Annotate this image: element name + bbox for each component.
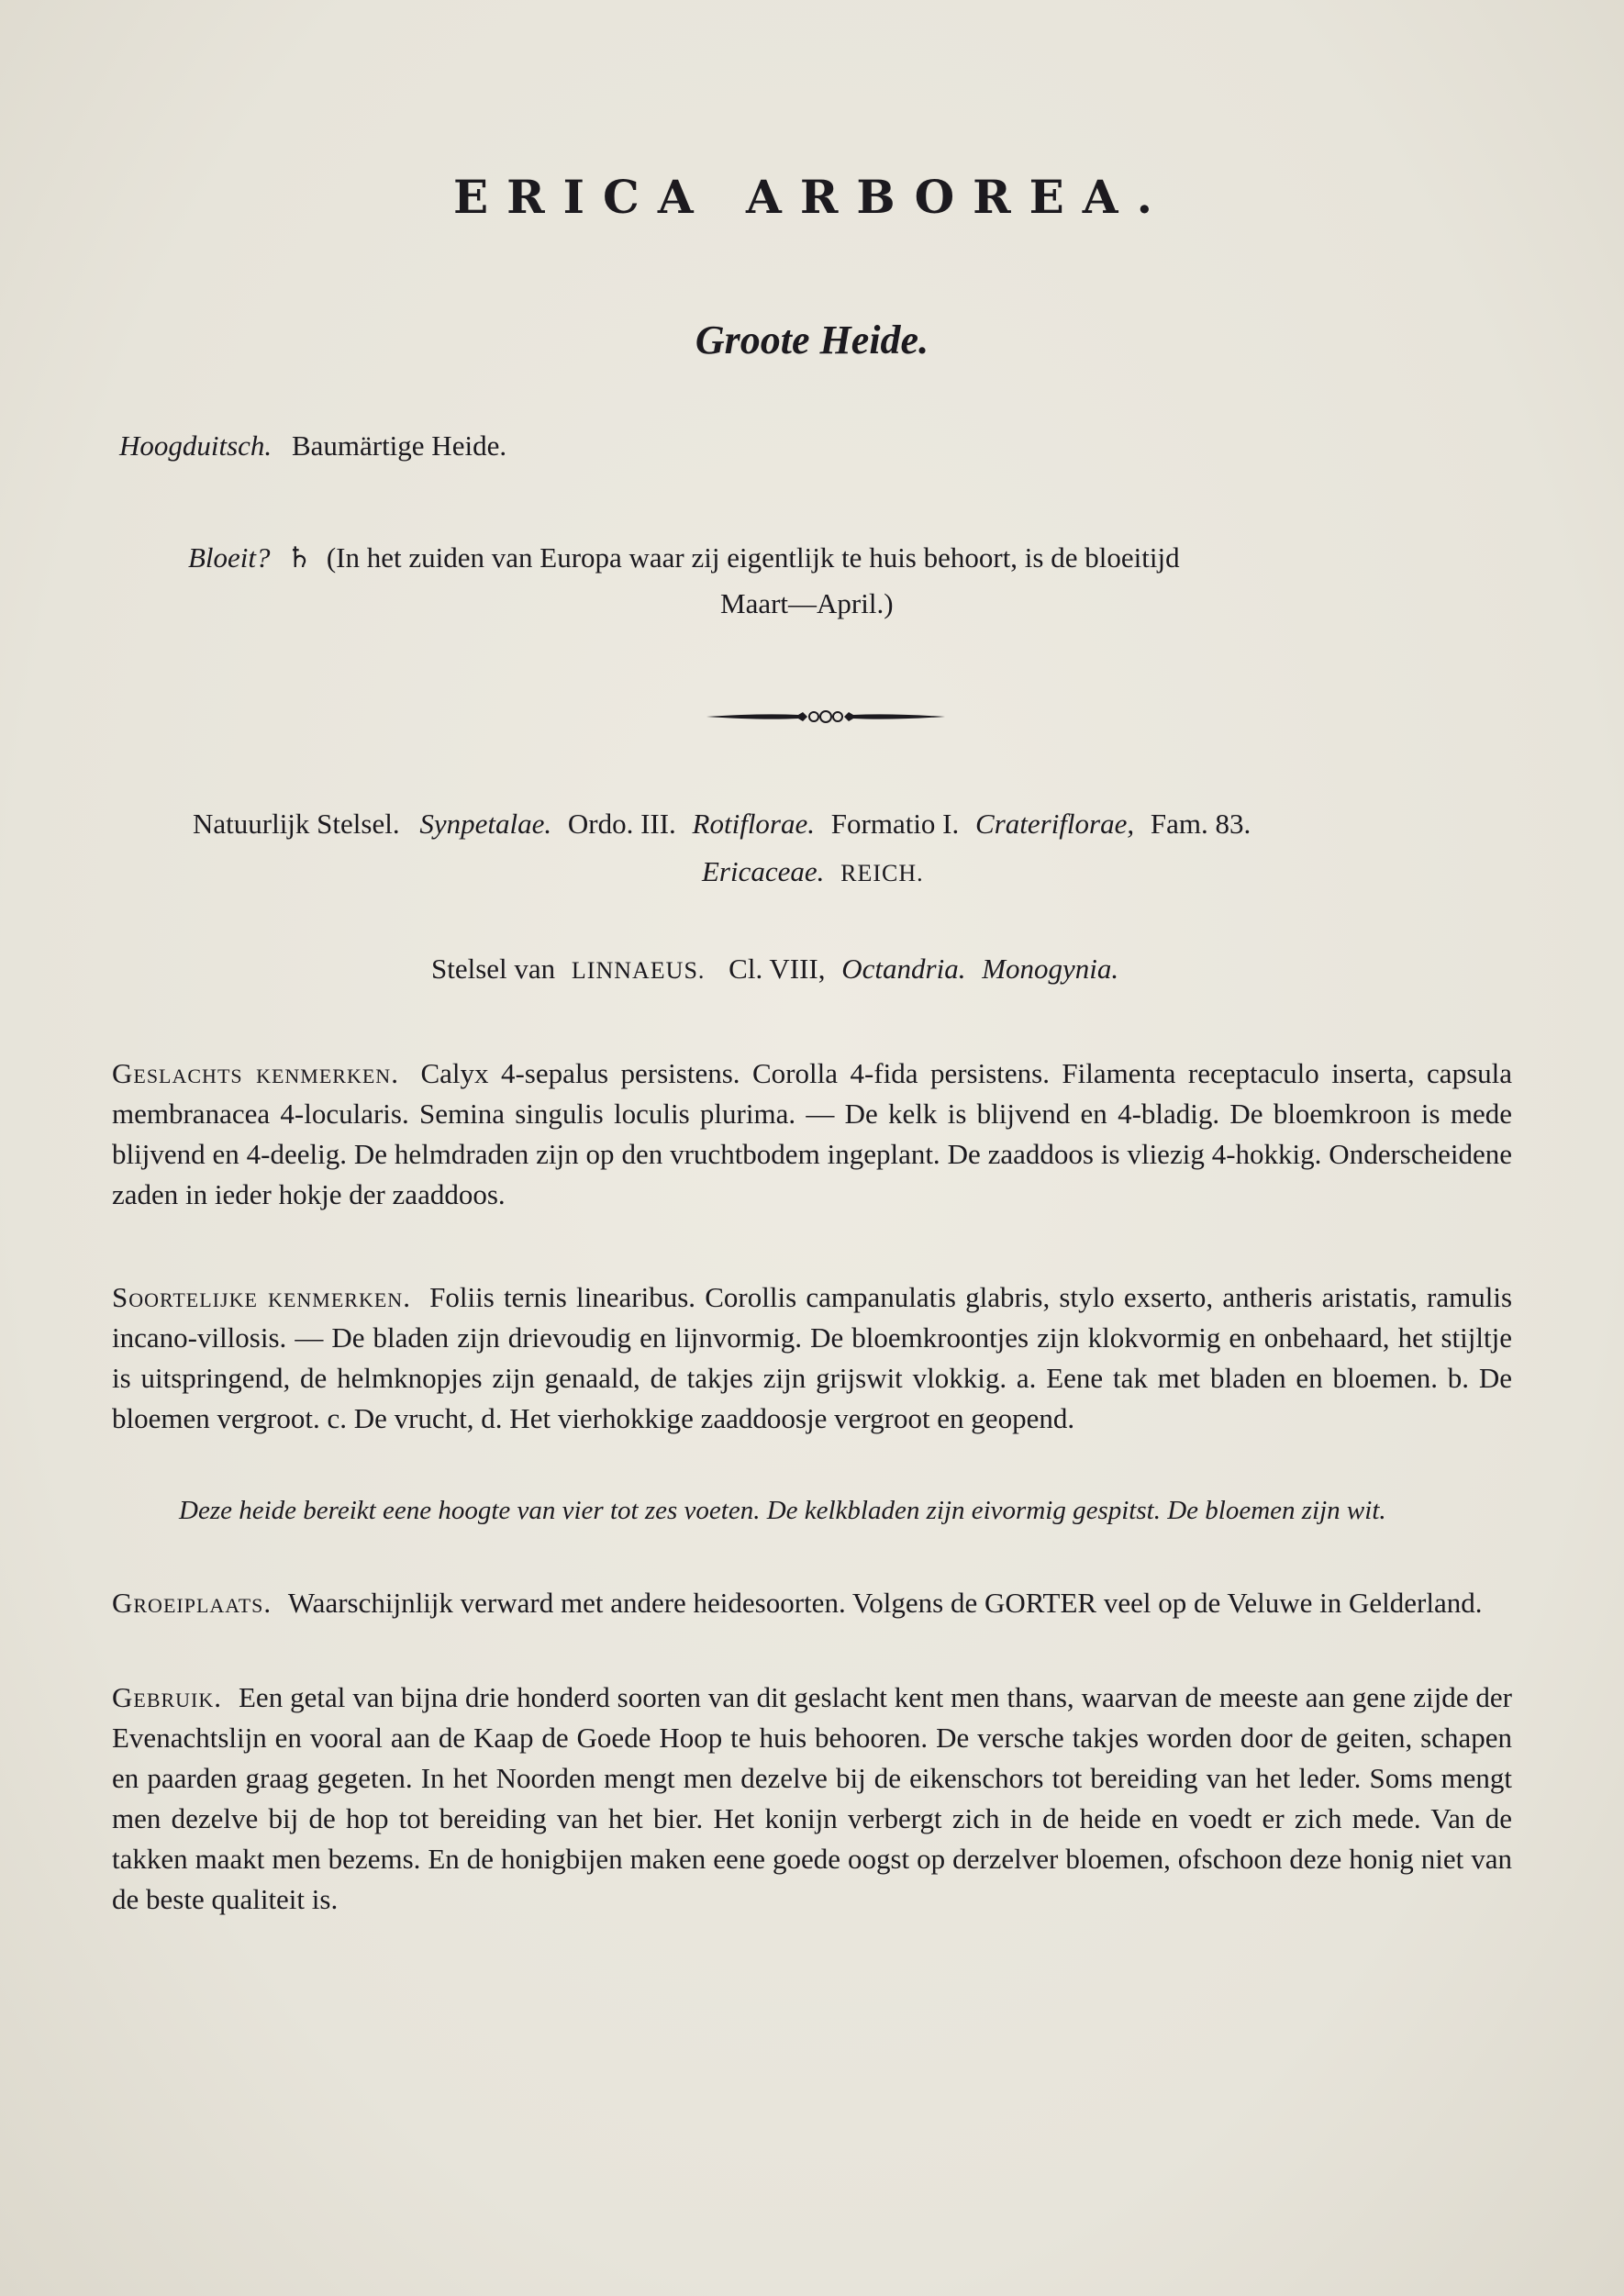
section-text: Waarschijnlijk verward met andere heidesoorten. Volgens de GORTER veel op de Veluwe in Gelderland. [287,1587,1483,1619]
bloom-line-2 [720,587,894,620]
section-text: Calyx 4-sepalus persistens. Corolla 4-fida persistens. Filamenta receptaculo inserta, capsula membranacea 4-locularis. Semina singulis loculis plurima. — De kelk is blijvend en 4-bladig. De bloemkroon is mede blijvend en 4-deelig. De helmdraden zijn op den vruchtbodem ingeplant. De zaaddoos is vliezig 4-hokkig. Onderscheidene zaden in ieder hokje der zaaddoos. [112,1057,1512,1210]
natural-system-line-2 [702,855,924,888]
german-label: Hoogduitsch. [119,429,273,462]
bloom-text-1: (In het zuiden van Europa waar zij eigentlijk te huis behoort, is de bloeitijd [326,541,1180,574]
natural-system-ordo: Ordo. III. [567,808,676,840]
linnaeus-monogynia: Monogynia. [982,953,1119,985]
species-note: Deze heide bereikt eene hoogte van vier tot zes voeten. De kelkbladen zijn eivormig gespitst. De bloemen zijn wit. [179,1496,1386,1525]
natural-system-synpetalae: Synpetalae. [419,808,552,840]
german-value: Baumärtige Heide. [291,429,507,462]
section-lead: Groeiplaats. [112,1587,273,1619]
page-title: ERICA ARBOREA. [452,170,1171,224]
bloom-label: Bloeit? [188,541,271,574]
natural-system-reich: REICH. [840,860,924,886]
section-text: Een getal van bijna drie honderd soorten van dit geslacht kent men thans, waarvan de meeste aan gene zijde der Evenachtslijn en vooral aan de Kaap de Goede Hoop te huis behooren. De versche takjes worden door de geiten, schapen en paarden graag gegeten. In het Noorden mengt men dezelve bij de eikenschors tot bereiding van het leder. Soms mengt men dezelve bij de hop tot bereiding van het bier. Het konijn verbergt zich in de heide en voedt er zich mede. Van de takken maakt men bezems. En de honigbijen maken eene goede oogst op derzelver bloemen, ofschoon deze honig niet van de beste qualiteit is. [112,1681,1513,1915]
linnaeus-class: Cl. VIII, [729,953,826,985]
bloom-line-1 [188,541,1180,574]
section-species-characters [112,1277,1512,1439]
section-habitat [112,1583,1512,1623]
section-use [112,1677,1512,1920]
section-lead: Geslachts kenmerken. [112,1057,399,1089]
section-text: Foliis ternis linearibus. Corollis campanulatis glabris, stylo exserto, antheris aristatis, ramulis incano-villosis. — De bladen zijn drievoudig en lijnvormig. De bloemkroontjes zijn klokvormig en onbehaard, het stijltje is uitspringend, de helmknopjes zijn genaald, de takjes zijn grijswit vlokkig. a. Eene tak met bladen en bloemen. b. De bloemen vergroot. c. De vrucht, d. Het vierhokkige zaaddoosje vergroot en geopend. [112,1281,1513,1434]
natural-system-rotiflorae: Rotiflorae. [692,808,816,840]
linnaeus-label: Stelsel van [431,953,556,985]
section-lead: Soortelijke kenmerken. [112,1281,411,1313]
section-genus-characters [112,1053,1512,1215]
natural-system-label: Natuurlijk Stelsel. [193,808,400,840]
ornament-divider [706,703,945,730]
linnaeus-octandria: Octandria. [841,953,966,985]
bloom-symbol: ♄ [286,541,313,574]
natural-system-line-1 [193,808,1251,841]
linnaeus-line [431,953,1118,986]
natural-system-crateriflorae: Crateriflorae, [975,808,1135,840]
natural-system-formatio: Formatio I. [830,808,960,840]
natural-system-family: Fam. 83. [1150,808,1251,840]
german-name-line [119,429,506,463]
bloom-text-2: Maart—April.) [720,587,894,619]
section-lead: Gebruik. [112,1681,223,1713]
natural-system-ericaceae: Ericaceae. [702,855,825,887]
linnaeus-name: LINNAEUS. [571,957,706,984]
page-subtitle: Groote Heide. [695,318,929,362]
